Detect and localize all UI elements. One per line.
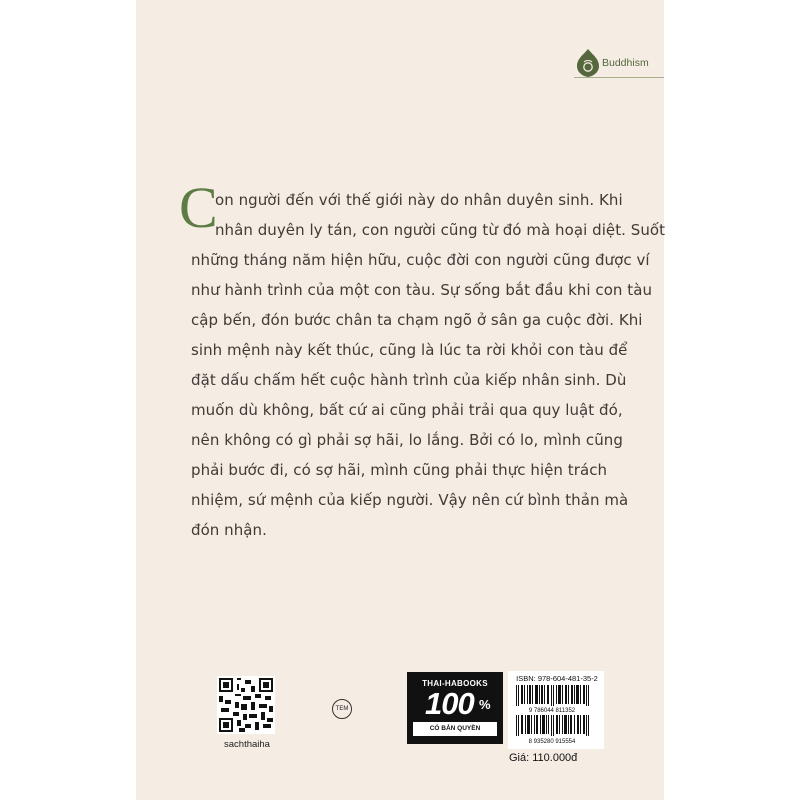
barcode-bottom-digits: 8 935280 915554 [528, 739, 576, 745]
badge-percent: 100 [425, 686, 474, 721]
blurb-line: muốn dù không, bất cứ ai cũng phải trải qua quy luật đó, [191, 401, 623, 419]
qr-caption: sachthaiha [224, 739, 270, 750]
blurb-line: đặt dấu chấm hết cuộc hành trình của kiếp nhân sinh. Dù [191, 371, 627, 389]
blurb-line: phải bước đi, có sợ hãi, mình cũng phải thực hiện trách [191, 461, 608, 479]
barcode-icon [508, 671, 604, 749]
badge-publisher: THAI-HABOOKS [422, 679, 488, 688]
isbn-text: ISBN: 978-604-481-35-2 [516, 674, 598, 683]
isbn-barcode [508, 671, 604, 749]
bodhi-leaf-icon [576, 48, 600, 78]
brand-label: Buddhism [602, 57, 649, 69]
blurb-line: như hành trình của một con tàu. Sự sống bắt đầu khi con tàu [191, 281, 653, 299]
barcode-top-digits: 9 786044 811352 [528, 708, 576, 714]
badge-caption: CÓ BẢN QUYỀN [413, 722, 497, 736]
blurb-line: nên không có gì phải sợ hãi, lo lắng. Bởi có lo, mình cũng [191, 431, 623, 449]
qr-code-icon [217, 676, 275, 734]
badge-percent-sign: % [479, 697, 491, 712]
blurb-text [179, 175, 666, 545]
blurb-line: on người đến với thế giới này do nhân duyên sinh. Khi [215, 191, 623, 209]
blurb-line: nhiệm, sứ mệnh của kiếp người. Vậy nên cứ bình thản mà [191, 491, 629, 509]
blurb-line: những tháng năm hiện hữu, cuộc đời con người cũng được ví [191, 251, 650, 269]
blurb-line: cập bến, đón bước chân ta chạm ngõ ở sân ga cuộc đời. Khi [191, 311, 643, 329]
tem-stamp: TEM [332, 699, 352, 719]
brand-divider [574, 77, 664, 78]
blurb-line: nhân duyên ly tán, con người cũng từ đó mà hoại diệt. Suốt [215, 221, 666, 239]
price-label: Giá: 110.000đ [509, 752, 578, 764]
blurb-line: sinh mệnh này kết thúc, cũng là lúc ta rời khỏi con tàu để [191, 341, 628, 359]
drop-cap: C [179, 175, 218, 240]
blurb-line: đón nhận. [191, 521, 267, 539]
copyright-badge [407, 672, 503, 744]
